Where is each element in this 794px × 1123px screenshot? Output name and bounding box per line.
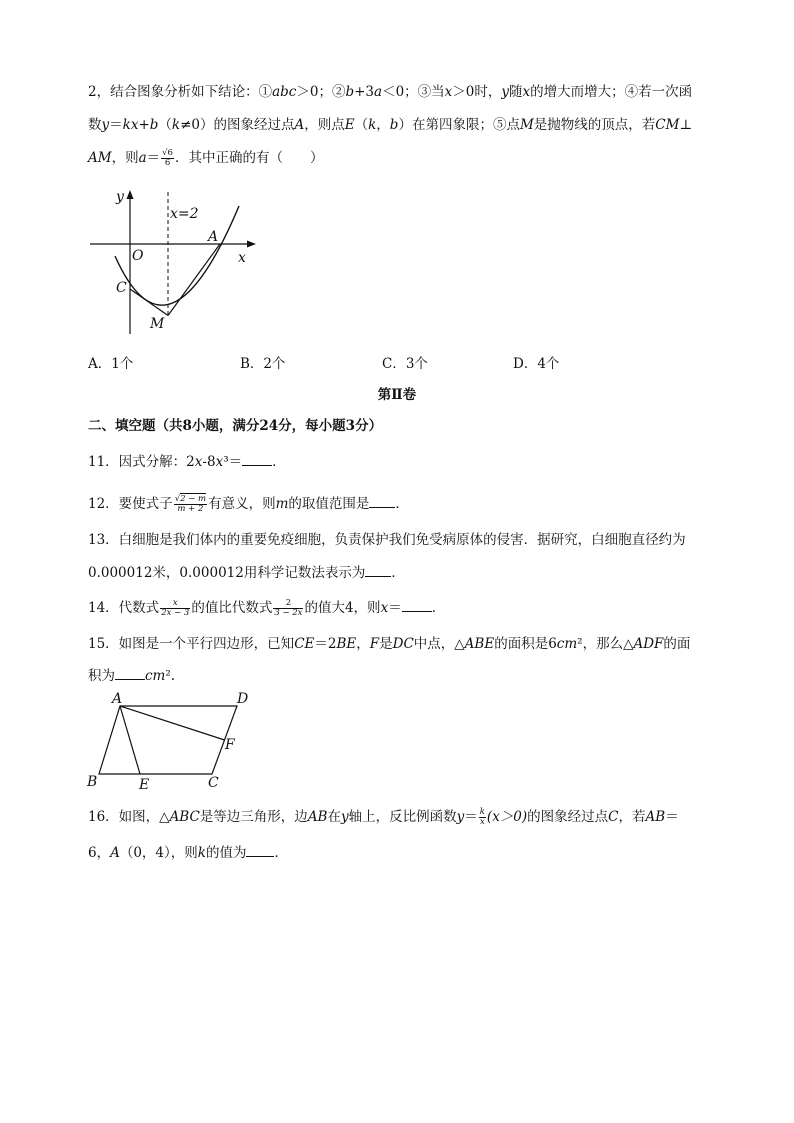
q12-text: 有意义，则	[208, 496, 276, 512]
fraction-denominator: 3 − 2x	[274, 608, 303, 618]
q10-line-1	[88, 82, 692, 102]
q15-text: 的面	[663, 636, 691, 652]
q10-text: ．其中正确的有（ ）	[174, 150, 324, 166]
q15-text: ².	[165, 668, 176, 684]
q15-text: ²，那么△	[577, 636, 634, 652]
option-d: D．4个	[513, 356, 560, 372]
q16-text: 是等边三角形，边	[199, 809, 308, 825]
option-c: C．3个	[382, 356, 428, 372]
fraction-denominator: 2x − 3	[161, 608, 190, 618]
parallelogram-figure	[84, 690, 260, 792]
q10-var: abc	[272, 84, 297, 100]
part-title: 第Ⅱ卷	[377, 387, 417, 403]
fraction-numerator: x	[160, 599, 190, 609]
q12-var: m	[275, 496, 289, 512]
q15-var: cm	[145, 668, 166, 684]
q14-var: x	[380, 600, 389, 616]
answer-blank	[115, 666, 145, 680]
q11-text: 11．因式分解：2	[88, 454, 195, 470]
q11-text: ．	[272, 454, 286, 470]
q10-text: +	[138, 117, 150, 133]
q16-text: ．	[274, 845, 288, 861]
q15-text: 积为	[88, 668, 115, 684]
point-f-label: F	[225, 737, 235, 753]
question-16-line-2	[88, 843, 288, 863]
q15-text: ，	[356, 636, 370, 652]
q10-var: E	[344, 117, 355, 133]
q10-text: +3	[354, 84, 375, 100]
q16-text: 6，	[88, 845, 111, 861]
q15-var: CE	[294, 636, 315, 652]
point-a-label: A	[208, 229, 219, 245]
q10-text: ）在第四象限；⑤点	[398, 117, 520, 133]
segment-ae	[120, 706, 140, 774]
q10-text: 的增大而增大；④若一次函	[530, 84, 693, 100]
fraction-numerator: √2 − m	[174, 494, 207, 504]
q10-line-3	[88, 148, 323, 168]
q10-var: M	[519, 117, 534, 133]
point-c-label: C	[116, 280, 127, 296]
q15-text: 的面积是6	[494, 636, 557, 652]
q10-text: ＜0；③当	[382, 84, 445, 100]
q16-condition: (x＞0)	[486, 809, 528, 825]
q15-var: DC	[392, 636, 414, 652]
option-b: B．2个	[240, 356, 286, 372]
q10-var: y	[501, 84, 510, 100]
question-13-line-2	[88, 563, 405, 583]
q15-var: cm	[556, 636, 578, 652]
question-11	[88, 452, 286, 472]
option-a: A．1个	[88, 356, 134, 372]
q16-var: y	[456, 809, 465, 825]
q12-text: 的取值范围是	[288, 496, 370, 512]
q10-var: b	[149, 117, 159, 133]
q13-text: ．	[391, 565, 405, 581]
vertex-b-label: B	[87, 774, 98, 790]
answer-blank	[402, 598, 432, 612]
point-m-label: M	[150, 316, 165, 332]
q15-text: ＝2	[314, 636, 337, 652]
point-e-label: E	[139, 777, 150, 792]
q10-var: CM	[655, 117, 680, 133]
question-13-line-1: 13．白细胞是我们体内的重要免疫细胞，负责保护我们免受病原体的侵害．据研究，白细胞直径约为	[88, 532, 686, 548]
q10-var: AM	[88, 150, 112, 166]
x-axis-arrow	[247, 241, 256, 248]
q16-var: C	[608, 809, 619, 825]
q10-text: ＞0；②	[296, 84, 346, 100]
fraction-denominator: 6	[164, 158, 171, 168]
question-16-line-1	[88, 807, 679, 827]
q15-text: 15．如图是一个平行四边形，已知	[88, 636, 295, 652]
q10-text: ，	[376, 117, 390, 133]
q16-text: ，若	[618, 809, 646, 825]
q10-var: k	[368, 117, 377, 133]
q10-text: ，则点	[304, 117, 345, 133]
segment-af	[120, 706, 225, 740]
q10-text: ⊥	[679, 117, 693, 133]
segment-cm	[130, 289, 168, 316]
q10-text: 是抛物线的顶点，若	[533, 117, 656, 133]
q15-text: 中点，△	[413, 636, 465, 652]
y-axis-label: y	[116, 189, 124, 205]
q16-var: AB	[307, 809, 328, 825]
section-header: 二、填空题（共8小题，满分24分，每小题3分）	[88, 418, 383, 434]
q14-text: 14．代数式	[88, 600, 160, 616]
q10-text: 随	[509, 84, 523, 100]
q16-var: k	[197, 845, 206, 861]
q10-text: ，则	[111, 150, 139, 166]
q13-text: 0.000012米，0.000012用科学记数法表示为	[88, 565, 366, 581]
q10-var: b	[389, 117, 399, 133]
q16-text: 的值为	[205, 845, 247, 861]
q11-var: x	[194, 454, 203, 470]
origin-label: O	[132, 248, 144, 264]
q11-var: x	[215, 454, 224, 470]
q16-text: （0，4），则	[119, 845, 198, 861]
symmetry-axis-label: x=2	[170, 206, 199, 222]
q10-text: ＝	[146, 150, 161, 166]
q10-var: x	[522, 84, 531, 100]
q10-var: a	[374, 84, 383, 100]
q10-var: y	[101, 117, 110, 133]
q10-var: k	[171, 117, 181, 133]
answer-blank	[246, 843, 274, 857]
q12-text: 12．要使式子	[88, 496, 173, 512]
q10-text: （	[354, 117, 369, 133]
q10-text: ＞0时，	[452, 84, 502, 100]
q16-var: A	[110, 845, 120, 861]
q15-var: F	[369, 636, 380, 652]
question-14	[88, 598, 445, 618]
radicand: 2 − m	[180, 494, 207, 504]
q16-text: ＝	[464, 809, 478, 825]
q10-var: a	[138, 150, 147, 166]
q10-line-2	[88, 115, 692, 135]
fraction-numerator: 2	[273, 599, 303, 609]
q11-text: -8	[202, 454, 216, 470]
question-15-line-1	[88, 634, 690, 654]
q10-var: b	[345, 84, 355, 100]
q10-text: ≠0）的图象经过点	[180, 117, 295, 133]
q10-fraction	[161, 149, 174, 168]
question-12	[88, 494, 409, 514]
q12-fraction	[174, 495, 207, 514]
q16-var: ABC	[169, 809, 200, 825]
q10-text: （	[158, 117, 172, 133]
q10-text: 2，结合图象分析如下结论：①	[88, 84, 273, 100]
fraction-denominator: m + 2	[177, 504, 204, 514]
vertex-d-label: D	[237, 691, 249, 707]
parabola-figure	[84, 184, 260, 340]
fraction-numerator: k	[479, 807, 485, 817]
q15-var: ADF	[633, 636, 664, 652]
q15-var: ABE	[464, 636, 495, 652]
parallelogram-abcd	[99, 706, 237, 774]
fraction-denominator: x	[479, 817, 485, 827]
q16-text: ＝	[665, 809, 679, 825]
answer-blank	[242, 452, 272, 466]
q14-text: 的值大4，则	[304, 600, 381, 616]
q16-text: 轴上，反比例函数	[348, 809, 457, 825]
answer-blank	[365, 563, 391, 577]
q10-var: x	[444, 84, 453, 100]
q14-fraction-1	[160, 599, 190, 618]
segment-am	[168, 244, 220, 316]
q16-text: 在	[327, 809, 341, 825]
q14-text: 的值比代数式	[191, 600, 273, 616]
q10-text: ＝	[109, 117, 123, 133]
q10-text: 数	[88, 117, 102, 133]
q16-text: 的图象经过点	[527, 809, 609, 825]
vertex-a-label: A	[112, 691, 123, 707]
y-axis-arrow	[127, 190, 134, 199]
q14-text: ＝	[388, 600, 402, 616]
q10-var: kx	[122, 117, 139, 133]
q10-var: A	[294, 117, 305, 133]
fraction-numerator: √6	[162, 148, 173, 158]
q16-var: y	[340, 809, 349, 825]
q15-var: BE	[336, 636, 357, 652]
question-15-line-2	[88, 666, 175, 686]
q16-fraction	[479, 808, 486, 827]
x-axis-label: x	[238, 250, 246, 266]
answer-blank	[369, 494, 395, 508]
q11-text: ³＝	[223, 454, 243, 470]
q12-text: ．	[395, 496, 409, 512]
vertex-c-label: C	[208, 775, 219, 791]
q15-text: 是	[379, 636, 393, 652]
q14-text: ．	[431, 600, 446, 616]
q16-text: 16．如图，△	[88, 809, 170, 825]
q14-fraction-2	[273, 599, 303, 618]
q16-var: AB	[645, 809, 666, 825]
